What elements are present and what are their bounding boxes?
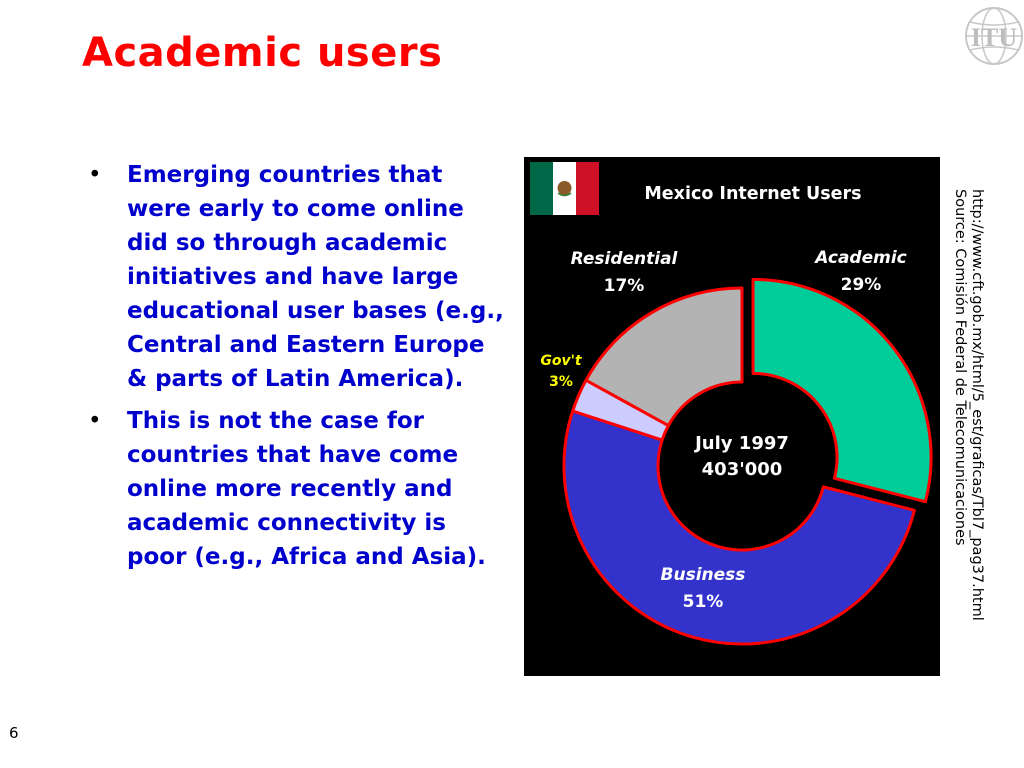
page-number: 6: [9, 724, 19, 742]
bullet-list: [88, 158, 508, 582]
bullet-dot-icon: •: [88, 162, 102, 188]
flag-green-band: [530, 162, 553, 215]
itu-logo-text: ITU: [970, 23, 1018, 52]
bullet-item: [88, 158, 508, 396]
slice-value-label: 3%: [549, 374, 573, 390]
flag-emblem: [558, 181, 572, 195]
slice-name-label: Residential: [570, 249, 678, 269]
bullet-dot-icon: •: [88, 408, 102, 434]
source-text: [951, 189, 985, 621]
slice-value-label: 29%: [840, 275, 882, 295]
itu-globe-icon: [958, 2, 1024, 80]
itu-logo: [958, 2, 1024, 80]
bullet-text: This is not the case for countries that have come online more recently and academic connectivity is poor (e.g., Africa and Asia).: [127, 408, 486, 570]
donut-chart: [524, 157, 940, 676]
source-agency: Source: Comisión Federal de Telecomunicaciones: [952, 189, 968, 546]
mexico-flag-icon: [530, 162, 599, 215]
mexico-users-chart: [524, 157, 940, 676]
bullet-text: Emerging countries that were early to come online did so through academic initiatives and have large educational user bases (e.g., Central and Eastern Europe & parts of Latin America).: [127, 162, 504, 392]
source-url: http://www.cft.gob.mx/html/5_est/graficas/Tbl7_pag37.html: [969, 189, 985, 621]
slice-name-label: Academic: [815, 248, 907, 268]
center-total-label: 403'000: [701, 459, 783, 480]
slice-name-label: Business: [660, 565, 746, 585]
chart-title: Mexico Internet Users: [644, 184, 862, 204]
flag-red-band: [576, 162, 599, 215]
bullet-item: [88, 404, 508, 574]
slide-title: Academic users: [82, 30, 443, 76]
source-citation: [952, 189, 987, 729]
slice-value-label: 17%: [603, 276, 645, 296]
slice-value-label: 51%: [682, 592, 724, 612]
center-date-label: July 1997: [695, 433, 789, 454]
slice-name-label: Gov't: [540, 353, 582, 369]
